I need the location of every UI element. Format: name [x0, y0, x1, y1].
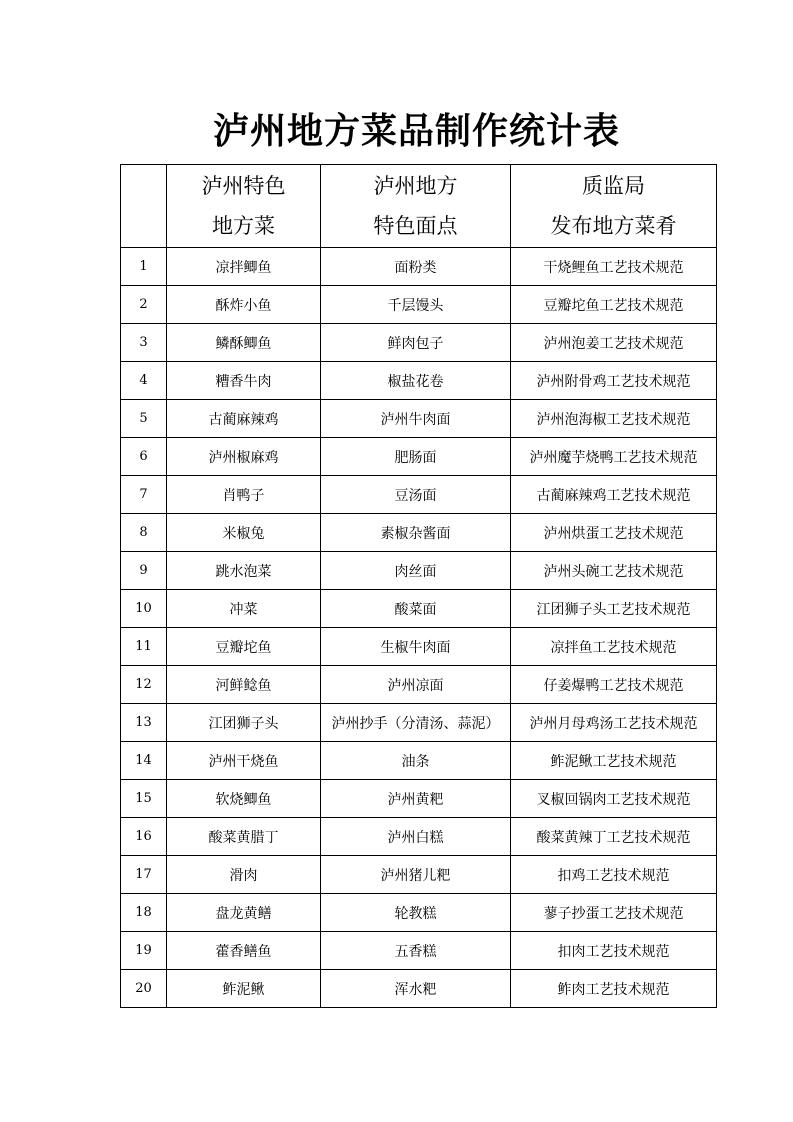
header-standard-dishes — [511, 165, 717, 248]
standard-dish-cell: 泸州泡海椒工艺技术规范 — [511, 400, 717, 438]
page-title: 泸州地方菜品制作统计表 — [212, 111, 620, 152]
local-dish-cell: 泸州干烧鱼 — [167, 742, 321, 780]
table-row — [121, 704, 717, 742]
local-dish-cell: 肖鸭子 — [167, 476, 321, 514]
standard-dish-cell: 泸州附骨鸡工艺技术规范 — [511, 362, 717, 400]
local-dish-cell: 酥炸小鱼 — [167, 286, 321, 324]
local-dish-cell: 米椒兔 — [167, 514, 321, 552]
row-index: 5 — [121, 400, 167, 438]
row-index: 14 — [121, 742, 167, 780]
header-pastries-line2: 特色面点 — [373, 214, 458, 238]
row-index: 12 — [121, 666, 167, 704]
local-dish-cell: 江团狮子头 — [167, 704, 321, 742]
table-row — [121, 362, 717, 400]
pastry-cell: 面粉类 — [321, 248, 511, 286]
standard-dish-cell: 泸州月母鸡汤工艺技术规范 — [511, 704, 717, 742]
local-dish-cell: 凉拌鲫鱼 — [167, 248, 321, 286]
pastry-cell: 酸菜面 — [321, 590, 511, 628]
standard-dish-cell: 豆瓣坨鱼工艺技术规范 — [511, 286, 717, 324]
row-index: 8 — [121, 514, 167, 552]
row-index: 2 — [121, 286, 167, 324]
header-standard-dishes-line1: 质监局 — [582, 174, 645, 198]
local-dish-cell: 糟香牛肉 — [167, 362, 321, 400]
row-index: 11 — [121, 628, 167, 666]
table-row — [121, 248, 717, 286]
table-row — [121, 742, 717, 780]
table-header — [121, 165, 717, 248]
local-dish-cell: 酸菜黄腊丁 — [167, 818, 321, 856]
pastry-cell: 千层馒头 — [321, 286, 511, 324]
row-index: 20 — [121, 970, 167, 1008]
header-index — [121, 165, 167, 248]
pastry-cell: 鲜肉包子 — [321, 324, 511, 362]
local-dish-cell: 跳水泡菜 — [167, 552, 321, 590]
row-index: 15 — [121, 780, 167, 818]
local-dish-cell: 鳞酥鲫鱼 — [167, 324, 321, 362]
standard-dish-cell: 古蔺麻辣鸡工艺技术规范 — [511, 476, 717, 514]
local-dish-cell: 软烧鲫鱼 — [167, 780, 321, 818]
pastry-cell: 椒盐花卷 — [321, 362, 511, 400]
local-dish-cell: 河鲜鲶鱼 — [167, 666, 321, 704]
header-local-dishes-line1: 泸州特色 — [201, 174, 286, 198]
local-dish-cell: 藿香鳝鱼 — [167, 932, 321, 970]
row-index: 6 — [121, 438, 167, 476]
table-row — [121, 438, 717, 476]
table-row — [121, 476, 717, 514]
table-row — [121, 666, 717, 704]
local-dish-cell: 古蔺麻辣鸡 — [167, 400, 321, 438]
standard-dish-cell: 凉拌鱼工艺技术规范 — [511, 628, 717, 666]
pastry-cell: 泸州牛肉面 — [321, 400, 511, 438]
standard-dish-cell: 扣肉工艺技术规范 — [511, 932, 717, 970]
standard-dish-cell: 仔姜爆鸭工艺技术规范 — [511, 666, 717, 704]
row-index: 3 — [121, 324, 167, 362]
pastry-cell: 五香糕 — [321, 932, 511, 970]
header-pastries — [321, 165, 511, 248]
local-dish-cell: 泸州椒麻鸡 — [167, 438, 321, 476]
pastry-cell: 泸州凉面 — [321, 666, 511, 704]
table-row — [121, 894, 717, 932]
header-pastries-line1: 泸州地方 — [373, 174, 458, 198]
pastry-cell: 油条 — [321, 742, 511, 780]
pastry-cell: 豆汤面 — [321, 476, 511, 514]
standard-dish-cell: 泸州魔芋烧鸭工艺技术规范 — [511, 438, 717, 476]
row-index: 9 — [121, 552, 167, 590]
row-index: 1 — [121, 248, 167, 286]
header-standard-dishes-line2: 发布地方菜肴 — [550, 214, 677, 238]
header-local-dishes-line2: 地方菜 — [212, 214, 275, 238]
table-row — [121, 818, 717, 856]
local-dish-cell: 豆瓣坨鱼 — [167, 628, 321, 666]
local-dish-cell: 滑肉 — [167, 856, 321, 894]
row-index: 13 — [121, 704, 167, 742]
table-row — [121, 324, 717, 362]
standard-dish-cell: 干烧鲤鱼工艺技术规范 — [511, 248, 717, 286]
table-row — [121, 400, 717, 438]
table-body — [121, 248, 717, 1008]
row-index: 16 — [121, 818, 167, 856]
pastry-cell: 泸州抄手（分清汤、蒜泥） — [321, 704, 511, 742]
local-dish-cell: 鲊泥鳅 — [167, 970, 321, 1008]
table-row — [121, 932, 717, 970]
pastry-cell: 素椒杂酱面 — [321, 514, 511, 552]
table-row — [121, 856, 717, 894]
pastry-cell: 泸州猪儿粑 — [321, 856, 511, 894]
row-index: 7 — [121, 476, 167, 514]
table-row — [121, 514, 717, 552]
local-dish-cell: 盘龙黄鳝 — [167, 894, 321, 932]
standard-dish-cell: 叉椒回锅肉工艺技术规范 — [511, 780, 717, 818]
standard-dish-cell: 酸菜黄辣丁工艺技术规范 — [511, 818, 717, 856]
standard-dish-cell: 蓼子抄蛋工艺技术规范 — [511, 894, 717, 932]
pastry-cell: 泸州白糕 — [321, 818, 511, 856]
row-index: 17 — [121, 856, 167, 894]
local-dish-cell: 冲菜 — [167, 590, 321, 628]
standard-dish-cell: 泸州泡姜工艺技术规范 — [511, 324, 717, 362]
statistics-table — [120, 164, 717, 1008]
table-row — [121, 590, 717, 628]
pastry-cell: 浑水粑 — [321, 970, 511, 1008]
standard-dish-cell: 鲊肉工艺技术规范 — [511, 970, 717, 1008]
table-row — [121, 552, 717, 590]
table-row — [121, 970, 717, 1008]
standard-dish-cell: 鲊泥鳅工艺技术规范 — [511, 742, 717, 780]
row-index: 19 — [121, 932, 167, 970]
standard-dish-cell: 泸州烘蛋工艺技术规范 — [511, 514, 717, 552]
pastry-cell: 轮教糕 — [321, 894, 511, 932]
row-index: 18 — [121, 894, 167, 932]
pastry-cell: 肉丝面 — [321, 552, 511, 590]
table-row — [121, 286, 717, 324]
pastry-cell: 泸州黄粑 — [321, 780, 511, 818]
table-row — [121, 628, 717, 666]
header-local-dishes — [167, 165, 321, 248]
pastry-cell: 生椒牛肉面 — [321, 628, 511, 666]
standard-dish-cell: 江团狮子头工艺技术规范 — [511, 590, 717, 628]
header-row — [121, 165, 717, 248]
row-index: 4 — [121, 362, 167, 400]
standard-dish-cell: 扣鸡工艺技术规范 — [511, 856, 717, 894]
pastry-cell: 肥肠面 — [321, 438, 511, 476]
standard-dish-cell: 泸州头碗工艺技术规范 — [511, 552, 717, 590]
table-row — [121, 780, 717, 818]
row-index: 10 — [121, 590, 167, 628]
